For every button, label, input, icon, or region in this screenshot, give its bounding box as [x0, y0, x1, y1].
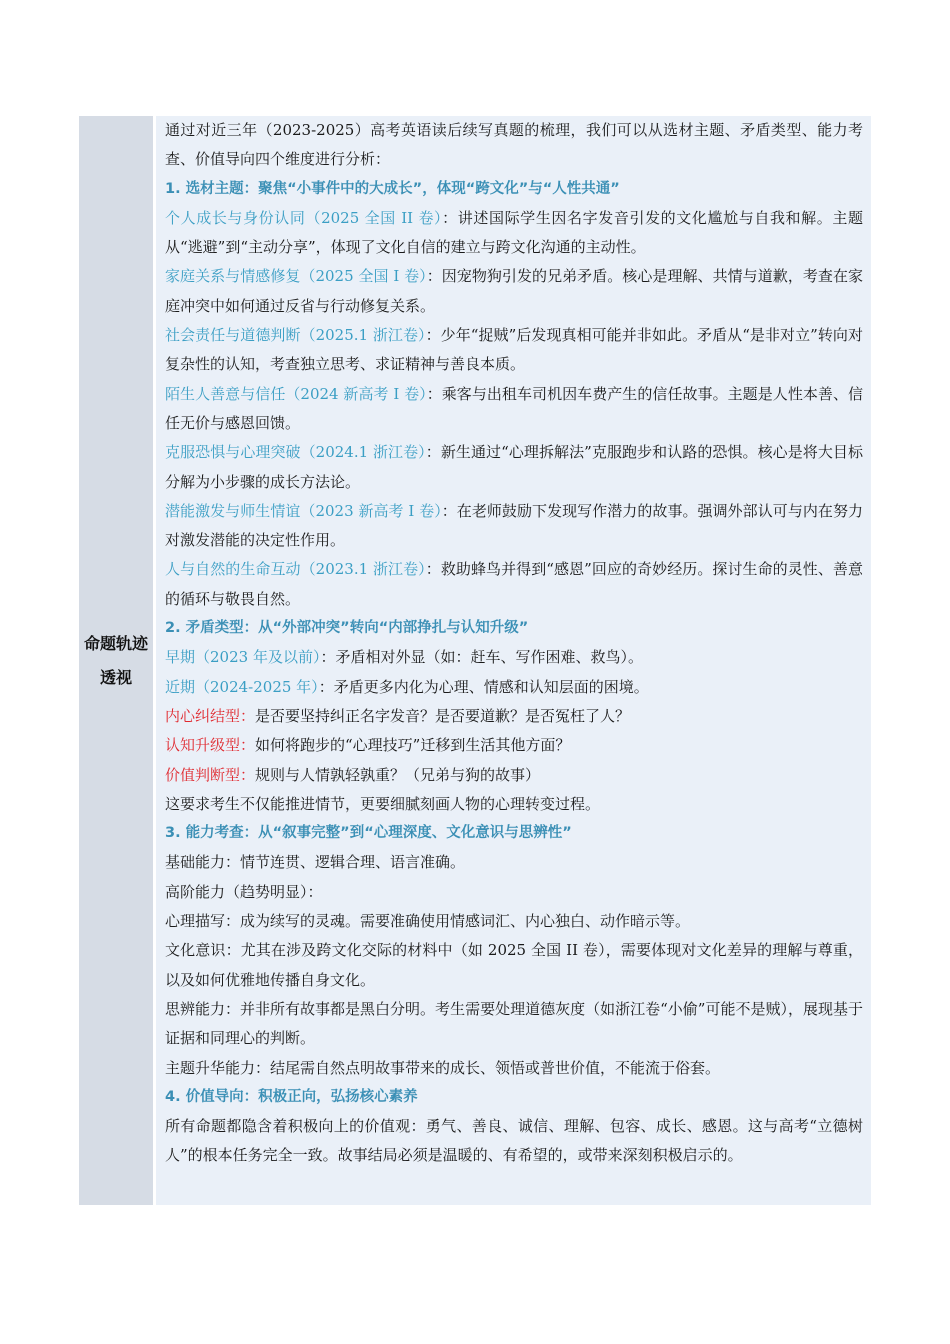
early-text: ：矛盾相对外显（如：赶车、写作困难、救鸟）。: [320, 648, 643, 667]
ability-line: 思辨能力：并非所有故事都是黑白分明。考生需要处理道德灰度（如浙江卷“小偷”可能不是贼），展现基于证据和同理心的判断。: [165, 999, 863, 1048]
item-text: ：新生通过“心理拆解法”克服跑步和认路的恐惧。核心是将大目标分解为小步骤的成长方法论。: [165, 443, 863, 491]
item-label: 人与自然的生命互动（2023.1 浙江卷）: [165, 560, 426, 579]
recent-line: [165, 673, 863, 702]
item-label: 社会责任与道德判断（2025.1 浙江卷）: [165, 326, 426, 345]
section2-heading: 2. 矛盾类型：从“外部冲突”转向“内部挣扎与认知升级”: [165, 620, 529, 637]
list-item: [165, 438, 863, 497]
ability-line: 主题升华能力：结尾需自然点明故事带来的成长、领悟或普世价值，不能流于俗套。: [165, 1058, 721, 1077]
item-label: 克服恐惧与心理突破（2024.1 浙江卷）: [165, 443, 426, 462]
type-text: 如何将跑步的“心理技巧”迁移到生活其他方面？: [255, 736, 571, 755]
item-text: ：少年“捉贼”后发现真相可能并非如此。矛盾从“是非对立”转向对复杂性的认知，考查独立思考、求证精神与善良本质。: [165, 326, 863, 374]
section4-text: 所有命题都隐含着积极向上的价值观：勇气、善良、诚信、理解、包容、成长、感恩。这与高考“立德树人”的根本任务完全一致。故事结局必须是温暖的、有希望的，或带来深刻积极启示的。: [165, 1117, 863, 1165]
item-text: ：救助蜂鸟并得到“感恩”回应的奇妙经历。探讨生命的灵性、善意的循环与敬畏自然。: [165, 560, 863, 608]
ability-line: 基础能力：情节连贯、逻辑合理、语言准确。: [165, 853, 466, 872]
item-label: 家庭关系与情感修复（2025 全国 I 卷）: [165, 267, 427, 286]
section4-heading: 4. 价值导向：积极正向，弘扬核心素养: [165, 1088, 418, 1105]
ability-line: 文化意识：尤其在涉及跨文化交际的材料中（如 2025 全国 II 卷），需要体现对文化差异的理解与尊重，以及如何优雅地传播自身文化。: [165, 941, 863, 989]
intro-paragraph: 通过对近三年（2023-2025）高考英语读后续写真题的梳理，我们可以从选材主题、矛盾类型、能力考查、价值导向四个维度进行分析：: [165, 121, 863, 169]
type-label: 价值判断型：: [165, 765, 256, 784]
type-line: [165, 702, 863, 731]
section1-heading: 1. 选材主题：聚焦“小事件中的大成长”，体现“跨文化”与“人性共通”: [165, 180, 620, 197]
item-text: ：因宠物狗引发的兄弟矛盾。核心是理解、共情与道歉，考查在家庭冲突中如何通过反省与行动修复关系。: [165, 267, 863, 315]
row-label: 命题轨迹透视: [83, 633, 148, 687]
list-item: [165, 497, 863, 556]
list-item: [165, 321, 863, 380]
section2-summary: 这要求考生不仅能推进情节，更要细腻刻画人物的心理转变过程。: [165, 794, 601, 813]
analysis-table: [79, 116, 871, 1205]
item-label: 陌生人善意与信任（2024 新高考 I 卷）: [165, 384, 427, 403]
type-text: 规则与人情孰轻孰重？（兄弟与狗的故事）: [255, 765, 541, 784]
item-text: ：讲述国际学生因名字发音引发的文化尴尬与自我和解。主题从“逃避”到“主动分享”，体现了文化自信的建立与跨文化沟通的主动性。: [165, 208, 863, 257]
list-item: [165, 262, 863, 321]
early-label: 早期（2023 年及以前）: [165, 648, 321, 667]
type-line: [165, 731, 863, 760]
content-cell: [156, 116, 871, 1205]
type-line: [165, 761, 863, 790]
list-item: [165, 204, 863, 263]
type-text: 是否要坚持纠正名字发音？是否要道歉？是否冤枉了人？: [255, 706, 631, 725]
early-line: [165, 643, 863, 672]
item-label: 潜能激发与师生情谊（2023 新高考 I 卷）: [165, 501, 442, 520]
list-item: [165, 555, 863, 614]
item-text: ：在老师鼓励下发现写作潜力的故事。强调外部认可与内在努力对激发潜能的决定性作用。: [165, 501, 863, 550]
ability-line: 心理描写：成为续写的灵魂。需要准确使用情感词汇、内心独白、动作暗示等。: [165, 912, 691, 931]
section3-heading: 3. 能力考查：从“叙事完整”到“心理深度、文化意识与思辨性”: [165, 825, 572, 842]
recent-label: 近期（2024-2025 年）: [165, 677, 319, 696]
list-item: [165, 380, 863, 439]
type-label: 认知升级型：: [165, 736, 256, 755]
type-label: 内心纠结型：: [165, 706, 256, 725]
ability-line: 高阶能力（趋势明显）：: [165, 882, 323, 901]
recent-text: ：矛盾更多内化为心理、情感和认知层面的困境。: [318, 677, 649, 696]
row-label-cell: [79, 116, 153, 1205]
item-text: ：乘客与出租车司机因车费产生的信任故事。主题是人性本善、信任无价与感恩回馈。: [165, 384, 863, 432]
item-label: 个人成长与身份认同（2025 全国 II 卷）: [165, 208, 443, 227]
